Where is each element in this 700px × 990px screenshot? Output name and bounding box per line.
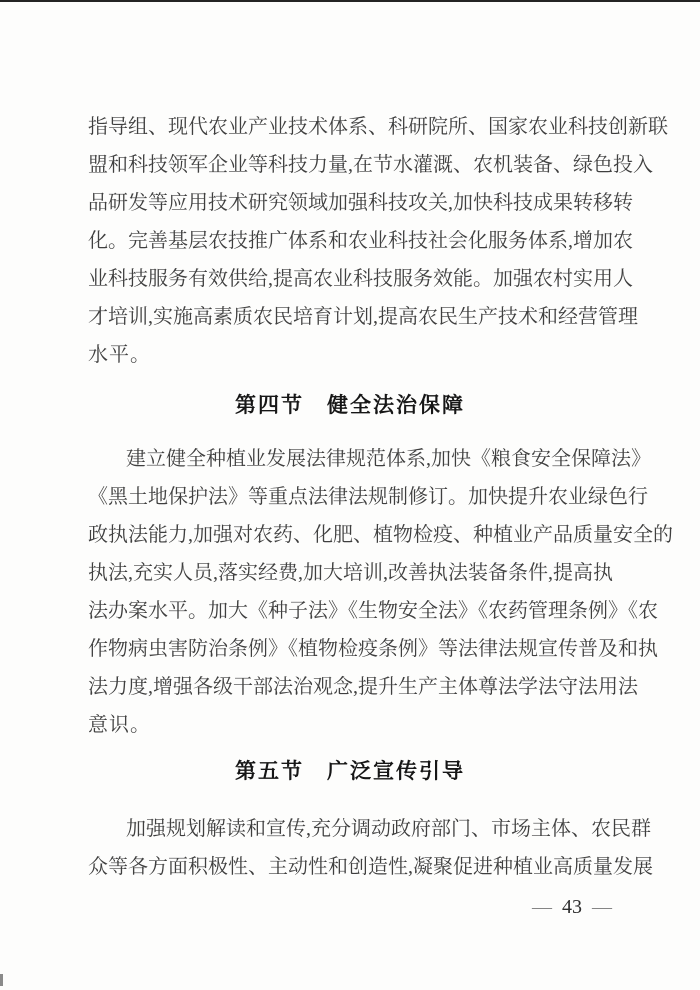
body-line: 法力度,增强各级干部法治观念,提升生产主体尊法学法守法用法 (88, 676, 638, 698)
paragraph (88, 810, 653, 886)
body-line: 建立健全种植业发展法律规范体系,加快《粮食安全保障法》 (126, 448, 651, 470)
scan-artifact (0, 974, 3, 986)
body-line: 法办案水平。加大《种子法》《生物安全法》《农药管理条例》《农 (88, 600, 658, 622)
page-number: 43 (562, 896, 582, 918)
body-line: 意识。 (88, 714, 151, 736)
footer-dash-left: — (532, 896, 552, 918)
body-line: 执法,充实人员,落实经费,加大培训,改善执法装备条件,提高执 (88, 562, 613, 584)
body-line: 品研发等应用技术研究领域加强科技攻关,加快科技成果转移转 (88, 192, 633, 214)
body-line: 加强规划解读和宣传,充分调动政府部门、市场主体、农民群 (126, 818, 651, 840)
page-footer (0, 894, 612, 920)
scan-edge-top (0, 0, 700, 2)
body-line: 业科技服务有效供给,提高农业科技服务效能。加强农村实用人 (88, 268, 633, 290)
body-line: 水平。 (88, 344, 151, 366)
body-line: 化。完善基层农技推广体系和农业科技社会化服务体系,增加农 (88, 230, 633, 252)
document-body (88, 0, 673, 886)
body-line: 盟和科技领军企业等科技力量,在节水灌溉、农机装备、绿色投入 (88, 154, 653, 176)
footer-dash-right: — (592, 896, 612, 918)
paragraph (88, 440, 673, 744)
body-line: 众等各方面积极性、主动性和创造性,凝聚促进种植业高质量发展 (88, 856, 653, 878)
body-line: 《黑土地保护法》等重点法律法规制修订。加快提升农业绿色行 (88, 486, 648, 508)
body-line: 指导组、现代农业产业技术体系、科研院所、国家农业科技创新联 (88, 116, 668, 138)
body-line: 才培训,实施高素质农民培育计划,提高农民生产技术和经营管理 (88, 306, 638, 328)
section-heading: 第四节 健全法治保障 (235, 393, 465, 417)
section-heading: 第五节 广泛宣传引导 (235, 759, 465, 783)
paragraph (88, 108, 668, 374)
body-line: 政执法能力,加强对农药、化肥、植物检疫、种植业产品质量安全的 (88, 524, 673, 546)
body-line: 作物病虫害防治条例》《植物检疫条例》等法律法规宣传普及和执 (88, 638, 658, 660)
